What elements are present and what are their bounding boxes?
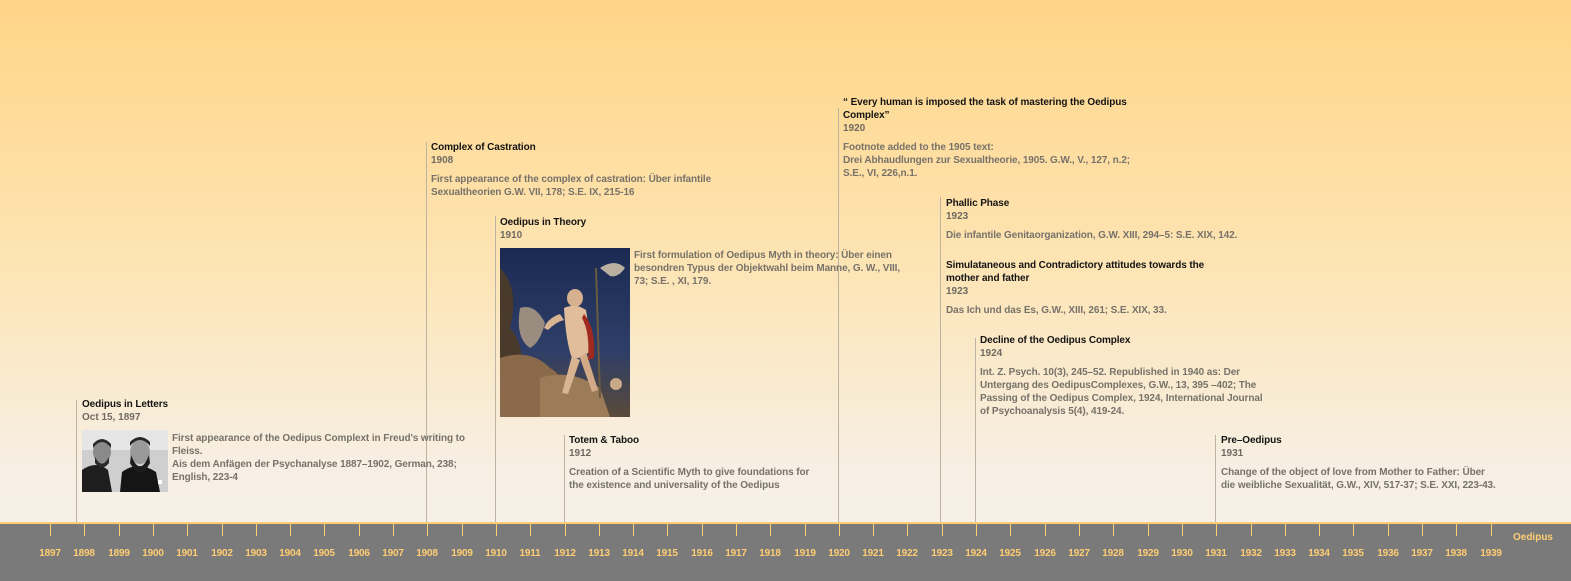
axis-tick [976,524,977,536]
axis-tick [1079,524,1080,536]
axis-tick [1491,524,1492,536]
axis-tick [667,524,668,536]
axis-tick [1353,524,1354,536]
axis-tick [496,524,497,536]
event-title: Decline of the Oedipus Complex [980,335,1131,346]
axis-tick [324,524,325,536]
axis-tick [565,524,566,536]
year-label-1918[interactable]: 1918 [759,548,781,559]
year-label-1932[interactable]: 1932 [1240,548,1262,559]
event-description: Die infantile Genitaorganization, G.W. XIII, 294–5: S.E. XIX, 142. [946,230,1238,241]
event-stem-oedipus-letters [76,400,77,522]
axis-tick [1182,524,1183,536]
axis-tick [1045,524,1046,536]
year-label-1935[interactable]: 1935 [1342,548,1364,559]
year-label-1898[interactable]: 1898 [73,548,95,559]
event-description: Footnote added to the 1905 text: Drei Abhaudlungen zur Sexualtheorie, 1905. G.W., V., 127, n.2; S.E., VI, 226,n.1. [843,142,1131,179]
year-label-1917[interactable]: 1917 [725,548,747,559]
event-date: 1920 [843,123,866,134]
axis-tick [1148,524,1149,536]
event-date: 1924 [980,348,1003,359]
year-label-1904[interactable]: 1904 [279,548,301,559]
event-description: Change of the object of love from Mother to Father: Über die weibliche Sexualität, G.W., XIV, 517-37; S.E. XXI, 223-43. [1221,467,1496,491]
axis-tick [290,524,291,536]
event-stem-totem-taboo [564,435,565,522]
year-label-1916[interactable]: 1916 [691,548,713,559]
event-contradictory-attitudes[interactable] [946,259,1236,317]
axis-tick [1216,524,1217,536]
event-date: 1912 [569,448,592,459]
event-date: 1923 [946,286,969,297]
year-label-1910[interactable]: 1910 [485,548,507,559]
freud-fliess-photo [82,430,168,492]
year-label-1914[interactable]: 1914 [622,548,644,559]
year-label-1924[interactable]: 1924 [965,548,987,559]
year-label-1939[interactable]: 1939 [1480,548,1502,559]
event-description: First appearance of the Oedipus Complext in Freud's writing to Fleiss. Ais dem Anfägen der Psychanalyse 1887–1902, German, 238; English, 223-4 [172,433,465,483]
oedipus-sphinx-painting [500,248,630,417]
year-label-1908[interactable]: 1908 [416,548,438,559]
year-label-1912[interactable]: 1912 [554,548,576,559]
event-mastering-oedipus[interactable] [843,96,1143,180]
year-label-1929[interactable]: 1929 [1137,548,1159,559]
year-label-1936[interactable]: 1936 [1377,548,1399,559]
axis-tick [633,524,634,536]
axis-tick [222,524,223,536]
event-title: Complex of Castration [431,142,536,153]
axis-tick [1251,524,1252,536]
timeline-name: Oedipus [1512,532,1553,543]
axis-tick [1285,524,1286,536]
axis-tick [1319,524,1320,536]
event-title: Totem & Taboo [569,435,639,446]
axis-tick [907,524,908,536]
year-label-1925[interactable]: 1925 [999,548,1021,559]
axis-tick [599,524,600,536]
event-stem-pre-oedipus [1215,435,1216,522]
year-label-1915[interactable]: 1915 [656,548,678,559]
event-description: Das Ich und das Es, G.W., XIII, 261; S.E. XIX, 33. [946,305,1167,316]
year-label-1901[interactable]: 1901 [176,548,198,559]
year-label-1923[interactable]: 1923 [931,548,953,559]
event-stem-phallic-phase [940,197,941,522]
axis-tick [393,524,394,536]
event-oedipus-in-letters[interactable] [82,398,472,492]
event-pre-oedipus[interactable] [1221,434,1501,492]
axis-tick [153,524,154,536]
axis-tick [427,524,428,536]
event-title: Pre–Oedipus [1221,435,1282,446]
event-title: Oedipus in Theory [500,217,587,228]
axis-tick [50,524,51,536]
year-label-1902[interactable]: 1902 [211,548,233,559]
year-label-1928[interactable]: 1928 [1102,548,1124,559]
axis-tick [702,524,703,536]
year-label-1921[interactable]: 1921 [862,548,884,559]
event-description: Int. Z. Psych. 10(3), 245–52. Republished in 1940 as: Der Untergang des OedipusComplexes, G.W., 13, 395 –402; The Passing of the Oedipus Complex, 1924, International Journal of Psychoanalysis 5(4), 419-24. [980,367,1263,417]
event-title: Oedipus in Letters [82,399,168,410]
axis-tick [256,524,257,536]
timeline-axis[interactable] [0,522,1571,581]
axis-tick [839,524,840,536]
event-totem-and-taboo[interactable] [569,434,824,492]
year-label-1926[interactable]: 1926 [1034,548,1056,559]
event-title: Simulataneous and Contradictory attitudes towards the mother and father [946,260,1205,284]
year-label-1938[interactable]: 1938 [1445,548,1467,559]
axis-tick [359,524,360,536]
axis-tick [187,524,188,536]
year-label-1903[interactable]: 1903 [245,548,267,559]
event-title: Phallic Phase [946,198,1010,209]
event-date: 1923 [946,211,969,222]
year-label-1900[interactable]: 1900 [142,548,164,559]
year-label-1927[interactable]: 1927 [1068,548,1090,559]
year-label-1909[interactable]: 1909 [451,548,473,559]
event-stem-oedipus-theory [495,216,496,522]
year-label-1930[interactable]: 1930 [1171,548,1193,559]
event-date: Oct 15, 1897 [82,412,141,423]
axis-tick [736,524,737,536]
event-description: First formulation of Oedipus Myth in theory: Über einen besondren Typus der Objektwahl beim Manne, G. W., VIII, 73; S.E. , XI, 179. [634,250,901,287]
axis-tick [1422,524,1423,536]
axis-tick [805,524,806,536]
axis-tick [942,524,943,536]
axis-tick [84,524,85,536]
year-label-1905[interactable]: 1905 [313,548,335,559]
axis-tick [1388,524,1389,536]
year-label-1897[interactable]: 1897 [39,548,61,559]
axis-tick [462,524,463,536]
year-label-1933[interactable]: 1933 [1274,548,1296,559]
event-stem-decline [975,338,976,522]
axis-tick [770,524,771,536]
axis-tick [1010,524,1011,536]
year-label-1913[interactable]: 1913 [588,548,610,559]
year-label-1931[interactable]: 1931 [1205,548,1227,559]
event-date: 1910 [500,230,523,241]
axis-tick [119,524,120,536]
year-label-1937[interactable]: 1937 [1411,548,1433,559]
axis-tick [873,524,874,536]
event-phallic-phase[interactable] [946,197,1246,242]
event-oedipus-in-theory[interactable] [500,216,920,417]
year-label-1922[interactable]: 1922 [896,548,918,559]
event-title: “ Every human is imposed the task of mastering the Oedipus Complex” [843,97,1127,121]
year-label-1899[interactable]: 1899 [108,548,130,559]
event-date: 1908 [431,155,454,166]
event-description: First appearance of the complex of castration: Über infantile Sexualtheorien G.W. VII, 178; S.E. IX, 215-16 [431,174,712,198]
year-label-1907[interactable]: 1907 [382,548,404,559]
event-complex-of-castration[interactable] [431,141,721,199]
event-decline-of-oedipus[interactable] [980,334,1270,418]
year-label-1906[interactable]: 1906 [348,548,370,559]
axis-tick [530,524,531,536]
event-date: 1931 [1221,448,1244,459]
year-label-1920[interactable]: 1920 [828,548,850,559]
year-label-1934[interactable]: 1934 [1308,548,1330,559]
axis-tick [1456,524,1457,536]
axis-tick [1113,524,1114,536]
year-label-1911[interactable]: 1911 [519,548,541,559]
year-label-1919[interactable]: 1919 [794,548,816,559]
event-description: Creation of a Scientific Myth to give foundations for the existence and universality of the Oedipus [569,467,810,491]
